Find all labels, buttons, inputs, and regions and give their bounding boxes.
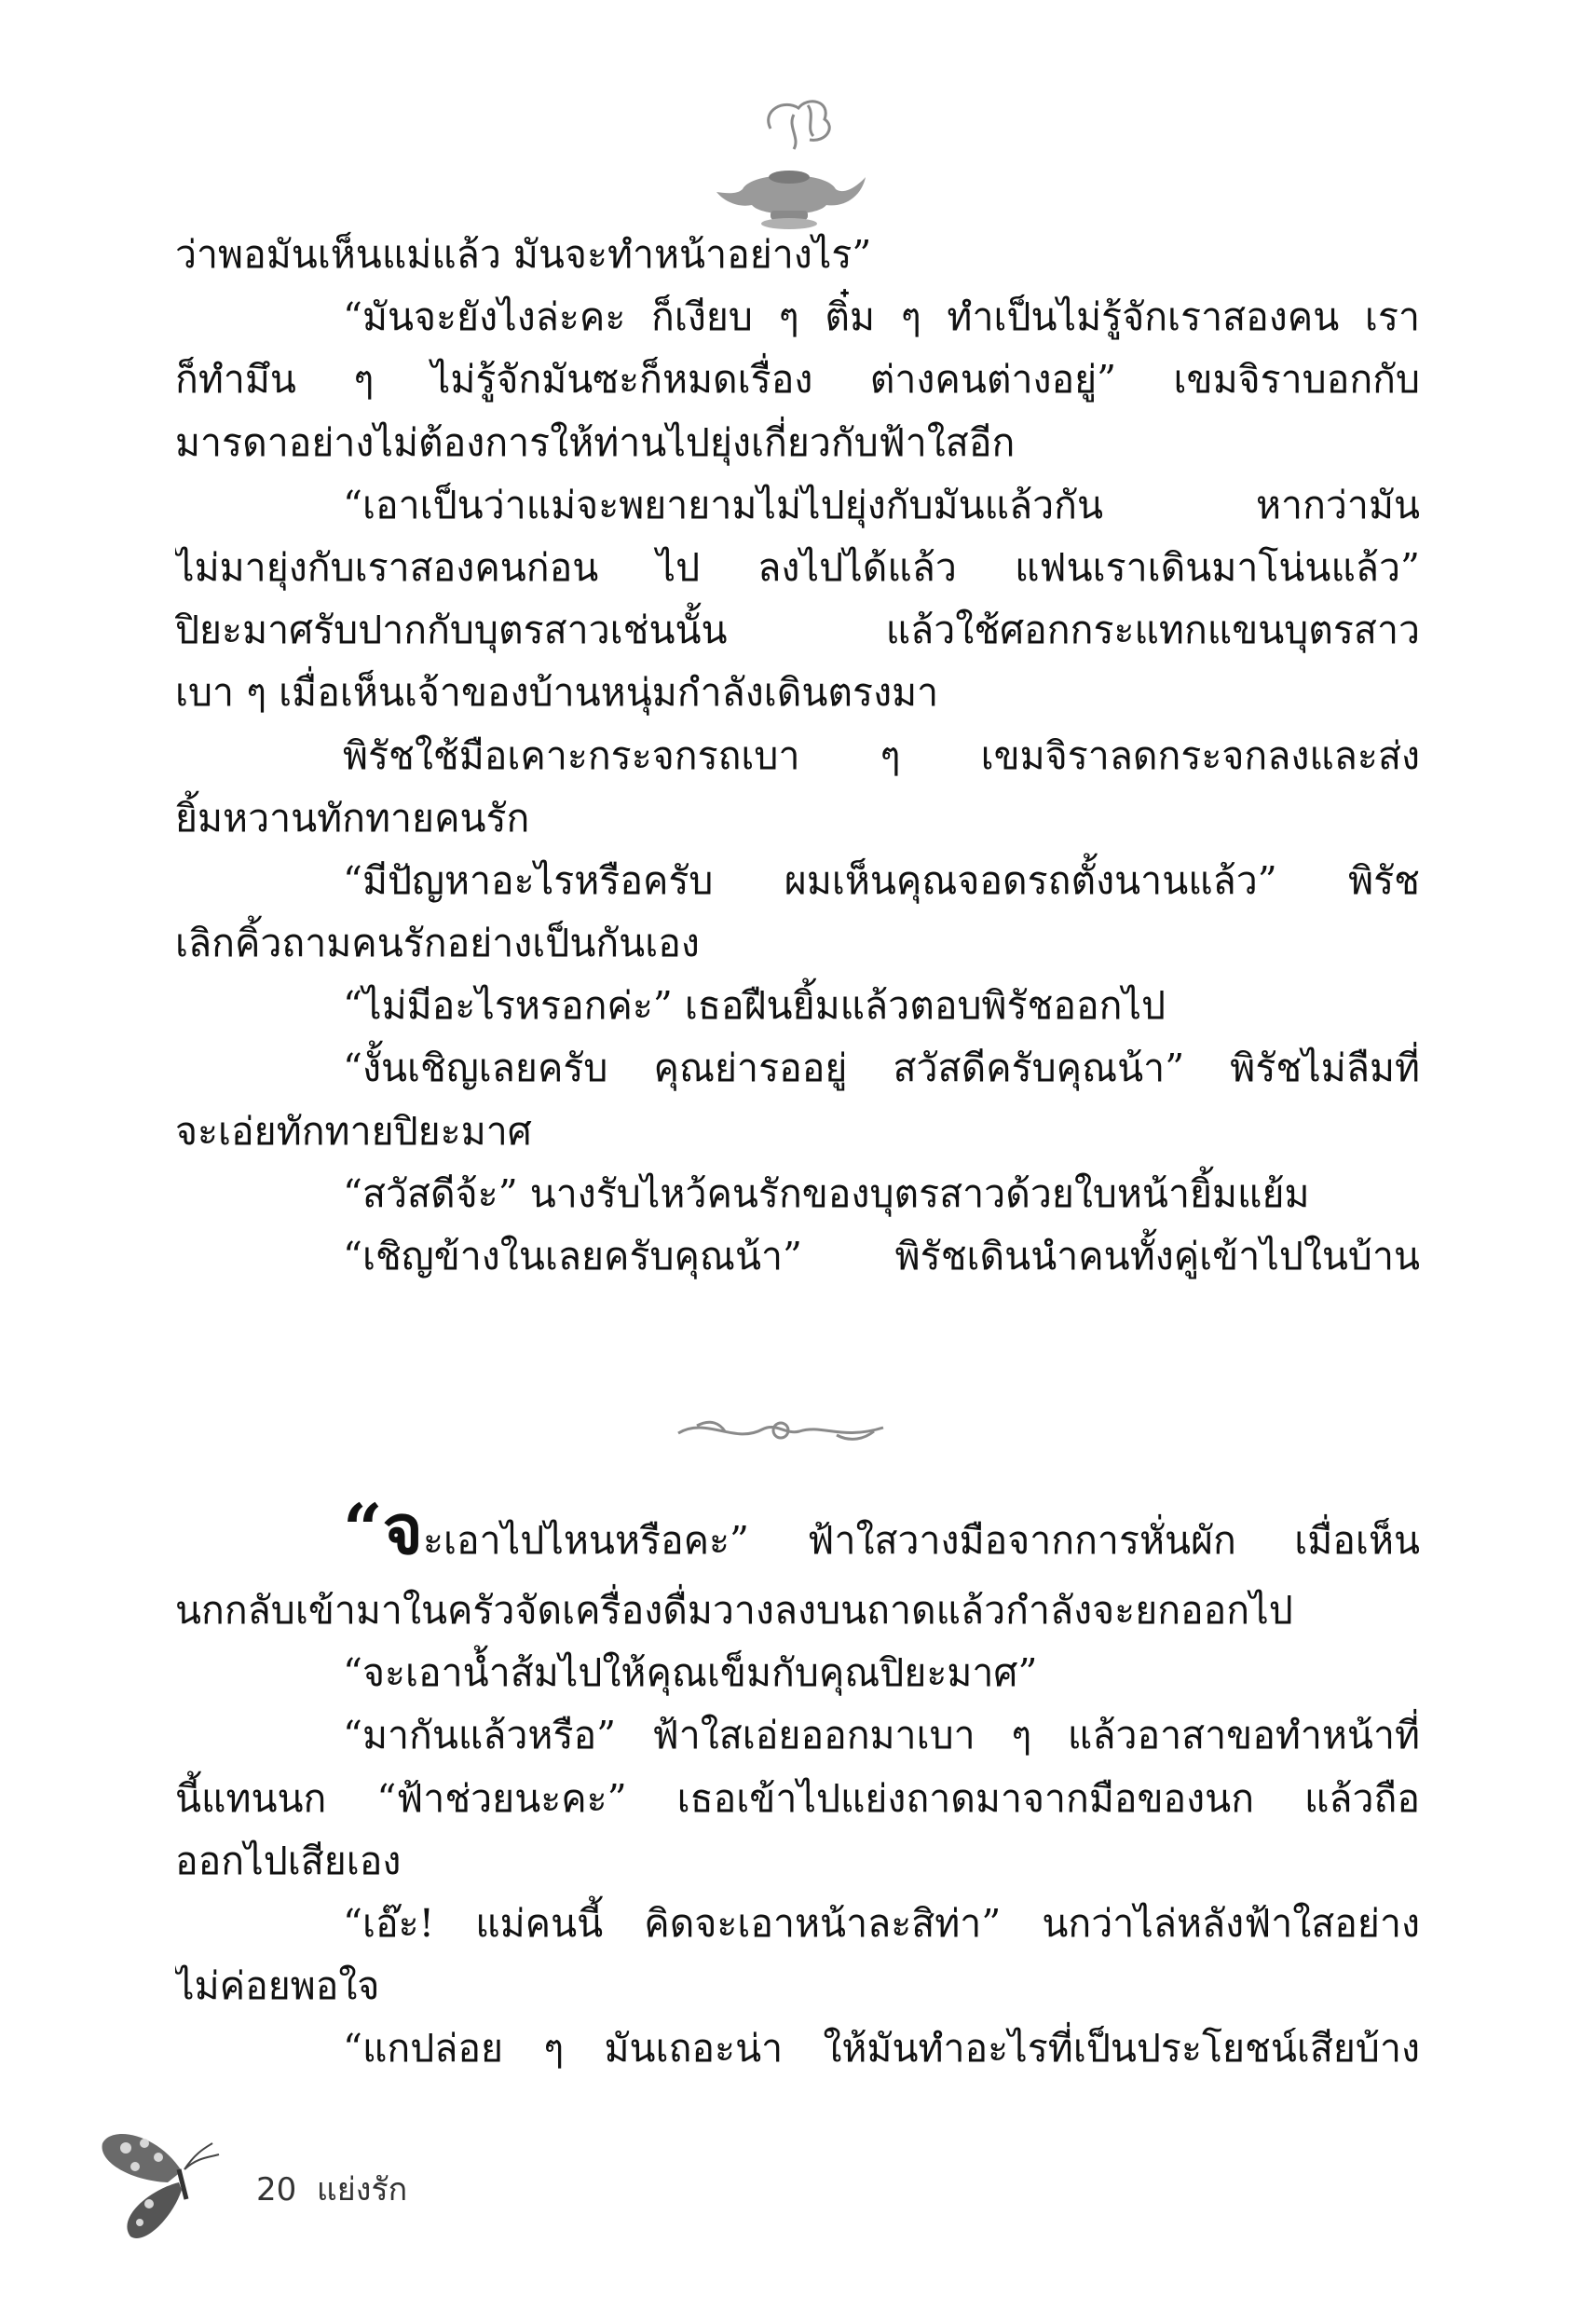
butterfly-icon (93, 2115, 242, 2246)
text-line: “มันจะยังไงล่ะคะ ก็เงียบ ๆ ติ๋ม ๆ ทำเป็นไม่รู้จักเราสองคน เรา (343, 294, 1420, 340)
text-line: “จะเอาน้ำส้มไปให้คุณเข็มกับคุณปิยะมาศ” (343, 1650, 1038, 1696)
book-title: แย่งรัก (316, 2171, 408, 2208)
text-line: ก็ทำมึน ๆ ไม่รู้จักมันซะก็หมดเรื่อง ต่างคนต่างอยู่” เขมจิราบอกกับ (175, 357, 1420, 403)
text-line: “เอ๊ะ! แม่คนนี้ คิดจะเอาหน้าละสิท่า” นกว่าไล่หลังฟ้าใสอย่าง (343, 1900, 1420, 1946)
dropcap-letter: “จ (343, 1496, 423, 1570)
text-line: “แกปล่อย ๆ มันเถอะน่า ให้มันทำอะไรที่เป็นประโยชน์เสียบ้าง (343, 2026, 1420, 2072)
text-line: “เอาเป็นว่าแม่จะพยายามไม่ไปยุ่งกับมันแล้วกัน หากว่ามัน (343, 482, 1420, 527)
text-line: “สวัสดีจ้ะ” นางรับไหว้คนรักของบุตรสาวด้วยใบหน้ายิ้มแย้ม (343, 1170, 1310, 1216)
text-line: “ไม่มีอะไรหรอกค่ะ” เธอฝืนยิ้มแล้วตอบพิรัชออกไป (343, 983, 1166, 1029)
text-line: ไม่ค่อยพอใจ (175, 1963, 380, 2009)
text-line: “มากันแล้วหรือ” ฟ้าใสเอ่ยออกมาเบา ๆ แล้วอาสาขอทำหน้าที่ (343, 1713, 1420, 1758)
text-line: นกกลับเข้ามาในครัวจัดเครื่องดื่มวางลงบนถาดแล้วกำลังจะยกออกไป (175, 1588, 1293, 1633)
text-line: ไม่มายุ่งกับเราสองคนก่อน ไป ลงไปได้แล้ว แฟนเราเดินมาโน่นแล้ว” (175, 544, 1420, 590)
text-line: “งั้นเชิญเลยครับ คุณย่ารออยู่ สวัสดีครับคุณน้า” พิรัชไม่ลืมที่ (343, 1046, 1420, 1091)
text-line: “เชิญข้างในเลยครับคุณน้า” พิรัชเดินนำคนทั้งคู่เข้าไปในบ้าน (343, 1234, 1420, 1279)
text-line: ว่าพอมันเห็นแม่แล้ว มันจะทำหน้าอย่างไร” (175, 232, 872, 277)
genie-lamp-icon (705, 91, 873, 240)
text-line: เบา ๆ เมื่อเห็นเจ้าของบ้านหนุ่มกำลังเดินตรงมา (175, 670, 939, 716)
text-block-bottom (175, 1496, 1420, 2081)
footer-label (256, 2164, 407, 2214)
text-line: เลิกคิ้วถามคนรักอย่างเป็นกันเอง (175, 921, 700, 966)
text-line: “มีปัญหาอะไรหรือครับ ผมเห็นคุณจอดรถตั้งนานแล้ว” พิรัช (343, 857, 1420, 903)
text-line: จะเอ่ยทักทายปิยะมาศ (175, 1108, 532, 1154)
text-line: ปิยะมาศรับปากกับบุตรสาวเช่นนั้น แล้วใช้ศอกกระแทกแขนบุตรสาว (175, 608, 1420, 653)
page-footer (93, 2115, 652, 2246)
text-line: พิรัชใช้มือเคาะกระจกรถเบา ๆ เขมจิราลดกระจกลงและส่ง (343, 732, 1420, 778)
text-line: นี้แทนนก “ฟ้าช่วยนะคะ” เธอเข้าไปแย่งถาดมาจากมือของนก แล้วถือ (175, 1775, 1420, 1821)
text-line: ออกไปเสียเอง (175, 1838, 402, 1883)
text-line: มารดาอย่างไม่ต้องการให้ท่านไปยุ่งเกี่ยวกับฟ้าใสอีก (175, 419, 1016, 465)
page-number: 20 (256, 2171, 297, 2208)
text-line: ยิ้มหวานทักทายคนรัก (175, 795, 530, 841)
flourish-divider-icon (669, 1407, 893, 1454)
dropcap-paragraph-start (175, 1496, 1420, 1579)
text-block-top (175, 224, 1420, 1288)
dropcap-line-rest: ะเอาไปไหนหรือคะ” ฟ้าใสวางมือจากการหั่นผัก เมื่อเห็น (422, 1518, 1420, 1563)
